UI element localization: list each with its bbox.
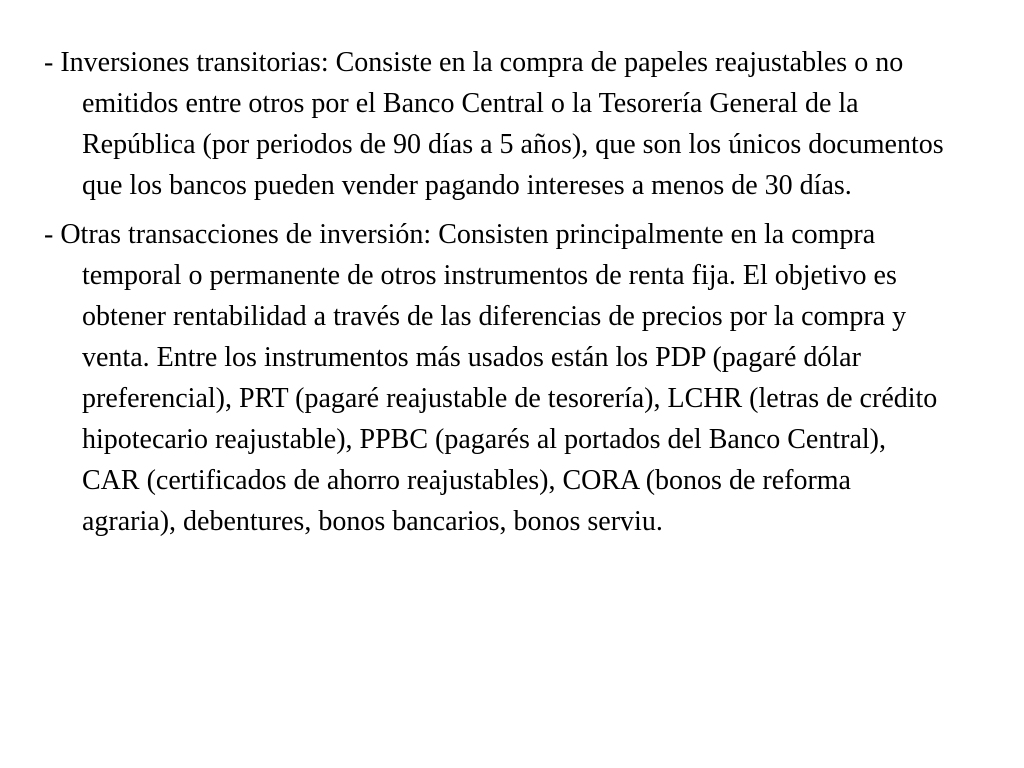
bullet-inversiones-transitorias: - Inversiones transitorias: Consiste en la compra de papeles reajustables o no emitidos entre otros por el Banco Central o la Tesorería General de la República (por periodos de 90 días a 5 años), que son los únicos documentos que los bancos pueden vender pagando intereses a menos de 30 días. (44, 47, 944, 201)
bullet-otras-transacciones: - Otras transacciones de inversión: Consisten principalmente en la compra temporal o permanente de otros instrumentos de renta fija. El objetivo es obtener rentabilidad a través de las diferencias de precios por la compra y venta. Entre los instrumentos más usados están los PDP (pagaré dólar preferencial), PRT (pagaré reajustable de tesorería), LCHR (letras de crédito hipotecario reajustable), PPBC (pagarés al portados del Banco Central), CAR (certificados de ahorro reajustables), CORA (bonos de reforma agraria), debentures, bonos bancarios, bonos serviu. (44, 219, 938, 537)
slide-body (44, 42, 944, 550)
